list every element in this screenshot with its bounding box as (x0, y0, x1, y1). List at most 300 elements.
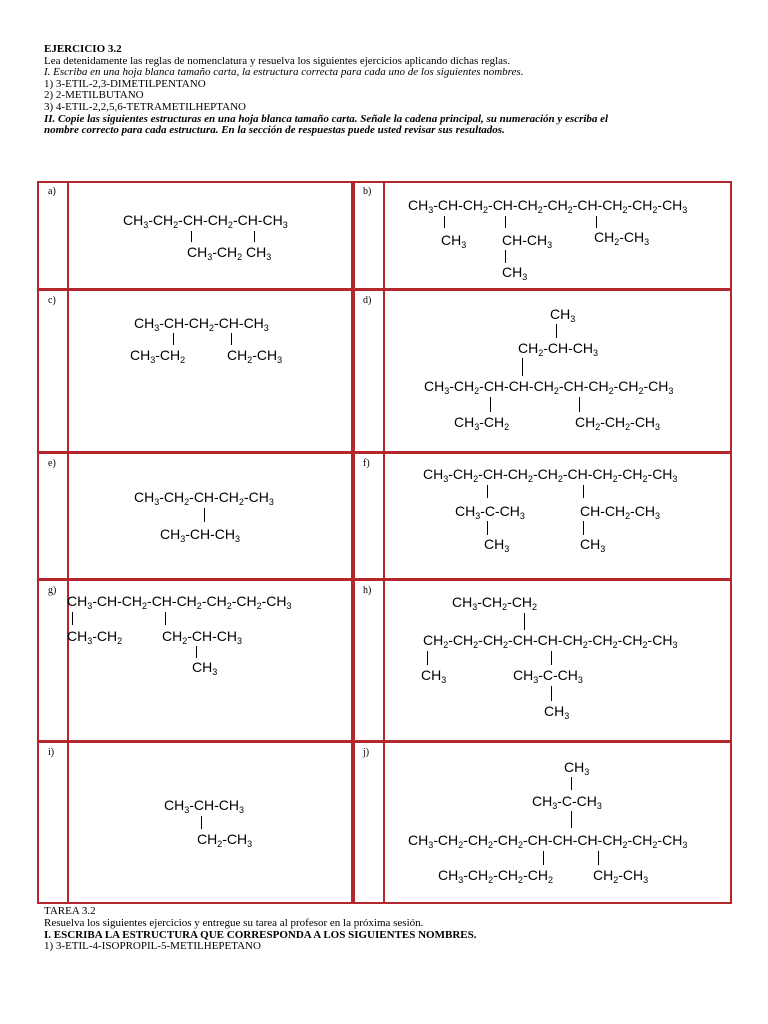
formula-subscript: 2 (567, 205, 573, 215)
bond-line (598, 851, 599, 865)
bond-line (571, 811, 572, 828)
bond-line (196, 646, 197, 658)
formula-text: -CH (222, 831, 248, 847)
formula-text: -CH (261, 593, 287, 609)
label-i: i) (48, 747, 55, 758)
formula-text: CH (242, 244, 267, 260)
formula-subscript: 2 (613, 875, 619, 885)
formula-text: -CH (231, 593, 257, 609)
formula-j-branch (438, 867, 553, 883)
formula-text: -CH-CH (433, 197, 484, 213)
bond-line (204, 508, 205, 522)
formula-text: -CH-CH (159, 315, 210, 331)
formula-f-branch (580, 503, 660, 519)
formula-subscript: 3 (87, 636, 93, 646)
formula-text: -C-CH (538, 667, 578, 683)
bond-line (444, 216, 445, 228)
formula-subscript: 2 (582, 640, 588, 650)
formula-subscript: 2 (226, 601, 232, 611)
formula-subscript: 3 (584, 767, 590, 777)
formula-subscript: 2 (458, 840, 464, 850)
formula-text: CH (518, 340, 539, 356)
formula-subscript: 2 (227, 220, 233, 230)
formula-text: CH (67, 628, 88, 644)
formula-text: -CH (252, 347, 278, 363)
formula-e-branch (160, 526, 240, 542)
formula-subscript: 3 (184, 805, 190, 815)
formula-text: CH (593, 867, 614, 883)
formula-h-top (452, 594, 537, 610)
bond-line (522, 358, 523, 376)
formula-text: CH (227, 347, 248, 363)
formula-subscript: 3 (504, 544, 510, 554)
formula-b-branch (594, 229, 649, 245)
label-a: a) (48, 186, 56, 197)
formula-text: -CH (619, 229, 645, 245)
formula-text: CH (164, 797, 185, 813)
formula-text: -CH-CH (187, 628, 238, 644)
formula-subscript: 2 (180, 355, 186, 365)
formula-text: -CH (657, 832, 683, 848)
formula-subscript: 2 (196, 601, 202, 611)
formula-text: CH (550, 306, 571, 322)
formula-text: -CH (617, 466, 643, 482)
bond-line (505, 216, 506, 228)
formula-subscript: 3 (547, 240, 553, 250)
formula-text: -CH (201, 593, 227, 609)
formula-text: -CH (159, 489, 185, 505)
formula-text: -CH (627, 832, 653, 848)
formula-subscript: 3 (672, 474, 678, 484)
formula-text: CH (594, 229, 615, 245)
formula-subscript: 2 (473, 474, 479, 484)
formula-text: CH (123, 212, 144, 228)
formula-subscript: 3 (593, 348, 599, 358)
formula-subscript: 2 (652, 205, 658, 215)
formula-subscript: 3 (533, 675, 539, 685)
formula-subscript: 3 (239, 805, 245, 815)
formula-text: -CH (617, 632, 643, 648)
formula-d-branch (575, 414, 660, 430)
formula-text: -CH (600, 414, 626, 430)
formula-subscript: 3 (564, 711, 570, 721)
formula-c-branch (130, 347, 185, 363)
grid-row-divider (37, 288, 732, 291)
bond-line (551, 651, 552, 665)
formula-f-branch (580, 536, 605, 552)
formula-text: -CH-CH (488, 197, 538, 213)
part2-instructions-line2: nombre correcto para cada estructura. En la sección de respuestas puede usted revisar sus resultados. (44, 124, 505, 137)
bond-line (487, 485, 488, 498)
grid-row-divider (37, 451, 732, 454)
formula-subscript: 3 (472, 602, 478, 612)
bond-line (427, 651, 428, 665)
bond-line (490, 397, 491, 412)
formula-subscript: 3 (282, 220, 288, 230)
formula-text: -CH (155, 347, 181, 363)
formula-text: -CH-CH (232, 212, 283, 228)
formula-subscript: 3 (154, 497, 160, 507)
formula-text: -CH-CH-CH-CH (522, 832, 623, 848)
formula-h-main (423, 632, 677, 648)
formula-b-branch (441, 232, 466, 248)
formula-text: CH (438, 867, 459, 883)
formula-b-branch (502, 232, 552, 248)
formula-e-main (134, 489, 274, 505)
bond-line (231, 333, 232, 345)
formula-b-branch (502, 264, 527, 280)
bond-line (191, 231, 192, 242)
formula-text: CH (454, 414, 475, 430)
formula-subscript: 3 (461, 240, 467, 250)
homework-part1: I. ESCRIBA LA ESTRUCTURA QUE CORRESPONDA A LOS SIGUIENTES NOMBRES. (44, 928, 477, 941)
formula-text: -C-CH (557, 793, 597, 809)
formula-text: CH (408, 832, 429, 848)
formula-subscript: 3 (552, 801, 558, 811)
formula-text: -CH (657, 197, 683, 213)
formula-text: -CH (243, 489, 269, 505)
formula-subscript: 2 (247, 355, 253, 365)
formula-text: CH (544, 703, 565, 719)
formula-subscript: 2 (612, 474, 618, 484)
formula-subscript: 2 (142, 601, 148, 611)
formula-text: -CH-CH (572, 197, 623, 213)
formula-text: -CH (478, 632, 504, 648)
formula-text: -CH (479, 414, 505, 430)
formula-h-branch (513, 667, 583, 683)
formula-text: -CH (587, 632, 613, 648)
formula-subscript: 3 (522, 272, 528, 282)
formula-text: CH (532, 793, 553, 809)
formula-subscript: 3 (266, 252, 272, 262)
formula-j-top (564, 759, 589, 775)
formula-subscript: 2 (642, 474, 648, 484)
bond-line (72, 612, 73, 625)
formula-text: -CH-CH (185, 526, 236, 542)
formula-d-upper (518, 340, 598, 356)
formula-subscript: 2 (547, 875, 553, 885)
formula-i-main (164, 797, 244, 813)
formula-subscript: 3 (428, 205, 434, 215)
label-g: g) (48, 585, 57, 596)
formula-text: -CH-CH (543, 340, 594, 356)
formula-g-main (67, 593, 292, 609)
bond-line (551, 686, 552, 701)
formula-j-branch (593, 867, 648, 883)
formula-subscript: 3 (444, 386, 450, 396)
bond-line (254, 231, 255, 242)
formula-subscript: 3 (180, 534, 186, 544)
formula-text: -CH-CH (92, 593, 143, 609)
label-d: d) (363, 295, 372, 306)
formula-text: -CH (449, 378, 475, 394)
formula-text: -CH (647, 632, 673, 648)
formula-text: CH (441, 232, 462, 248)
formula-subscript: 2 (622, 840, 628, 850)
formula-subscript: 3 (682, 840, 688, 850)
formula-text: CH (513, 667, 534, 683)
formula-subscript: 3 (268, 497, 274, 507)
formula-subscript: 3 (212, 667, 218, 677)
formula-subscript: 2 (625, 422, 631, 432)
label-h: h) (363, 585, 372, 596)
formula-g-branch (192, 659, 217, 675)
formula-text: -CH-CH (189, 489, 239, 505)
formula-subscript: 2 (532, 602, 538, 612)
formula-text: CH (192, 659, 213, 675)
label-b: b) (363, 186, 372, 197)
formula-g-branch (162, 628, 242, 644)
formula-text: -CH (477, 594, 503, 610)
formula-text: -CH (448, 632, 474, 648)
formula-subscript: 3 (655, 422, 661, 432)
formula-subscript: 3 (286, 601, 292, 611)
formula-text: CH (423, 466, 444, 482)
formula-h-branch (544, 703, 569, 719)
formula-text: CH (575, 414, 596, 430)
formula-a-main (123, 212, 288, 228)
formula-subscript: 2 (209, 323, 215, 333)
formula-text: -CH (433, 832, 459, 848)
formula-text: -CH (463, 867, 489, 883)
formula-a-branch (187, 244, 271, 260)
formula-text: -CH (613, 378, 639, 394)
formula-subscript: 3 (596, 801, 602, 811)
exercise-title: EJERCICIO 3.2 (44, 43, 122, 55)
formula-subscript: 3 (207, 252, 213, 262)
formula-text: CH (197, 831, 218, 847)
formula-f-branch (455, 503, 525, 519)
formula-subscript: 3 (237, 636, 243, 646)
formula-subscript: 3 (672, 640, 678, 650)
formula-subscript: 2 (173, 220, 179, 230)
formula-subscript: 3 (577, 675, 583, 685)
formula-subscript: 3 (263, 323, 269, 333)
name-item-2: 2) 2-METILBUTANO (44, 89, 144, 102)
formula-c-main (134, 315, 269, 331)
formula-text: -CH (647, 466, 673, 482)
formula-subscript: 2 (642, 640, 648, 650)
formula-text: CH (564, 759, 585, 775)
formula-text: -CH (542, 197, 568, 213)
formula-text: CH (187, 244, 208, 260)
formula-subscript: 2 (488, 875, 494, 885)
label-f: f) (363, 458, 370, 469)
formula-text: CH (484, 536, 505, 552)
formula-subscript: 3 (143, 220, 149, 230)
formula-subscript: 2 (557, 474, 563, 484)
formula-text: -CH (92, 628, 118, 644)
bond-line (579, 397, 580, 412)
formula-f-main (423, 466, 677, 482)
formula-j-main (408, 832, 687, 848)
formula-text: CH (67, 593, 88, 609)
homework-item-1: 1) 3-ETIL-4-ISOPROPIL-5-METILHEPETANO (44, 940, 261, 953)
formula-subscript: 3 (682, 205, 688, 215)
formula-text: -CH (532, 466, 558, 482)
formula-subscript: 2 (238, 497, 244, 507)
formula-text: -CH (618, 867, 644, 883)
formula-text: CH (423, 632, 444, 648)
bond-line (505, 250, 506, 263)
formula-subscript: 3 (570, 314, 576, 324)
formula-subscript: 3 (519, 511, 525, 521)
formula-text: -CH-CH (178, 212, 228, 228)
formula-subscript: 2 (652, 840, 658, 850)
formula-text: CH (421, 667, 442, 683)
formula-subscript: 3 (475, 511, 481, 521)
formula-text: -CH (493, 867, 519, 883)
formula-text: CH (130, 347, 151, 363)
formula-text: -CH (643, 378, 669, 394)
formula-text: CH (580, 536, 601, 552)
formula-subscript: 2 (538, 348, 544, 358)
formula-subscript: 3 (655, 511, 661, 521)
formula-subscript: 2 (518, 875, 524, 885)
formula-text: CH (408, 197, 429, 213)
formula-text: CH (455, 503, 476, 519)
bond-line (583, 485, 584, 498)
formula-d-main (424, 378, 673, 394)
formula-text: -CH (212, 244, 238, 260)
formula-text: CH (162, 628, 183, 644)
bond-line (165, 612, 166, 625)
formula-b-main (408, 197, 687, 213)
formula-text: CH (160, 526, 181, 542)
formula-subscript: 2 (473, 640, 479, 650)
formula-text: CH-CH (502, 232, 548, 248)
exercise-header (44, 44, 744, 137)
formula-subscript: 2 (625, 511, 631, 521)
formula-c-branch (227, 347, 282, 363)
formula-text: CH-CH (580, 503, 626, 519)
formula-text: CH (452, 594, 473, 610)
formula-text: -CH-CH (189, 797, 240, 813)
homework-title: TAREA 3.2 (44, 905, 96, 917)
formula-subscript: 2 (638, 386, 644, 396)
formula-text: -CH-CH (214, 315, 264, 331)
formula-d-branch (454, 414, 509, 430)
formula-text: -CH (148, 212, 174, 228)
formula-text: CH (424, 378, 445, 394)
grid-row-divider (37, 740, 732, 743)
formula-subscript: 3 (235, 534, 241, 544)
formula-text: -CH (493, 832, 518, 848)
formula-f-branch (484, 536, 509, 552)
bond-line (596, 216, 597, 228)
formula-subscript: 3 (643, 875, 649, 885)
formula-subscript: 2 (614, 237, 620, 247)
formula-subscript: 2 (256, 601, 262, 611)
formula-subscript: 3 (441, 675, 447, 685)
exercise-intro: Lea detenidamente las reglas de nomenclatura y resuelva los siguientes ejercicios aplicando dichas reglas. (44, 54, 511, 67)
name-item-1: 1) 3-ETIL-2,3-DIMETILPENTANO (44, 77, 206, 90)
formula-text: -CH (627, 197, 653, 213)
formula-text: -CH-CH (478, 466, 528, 482)
formula-subscript: 2 (553, 386, 559, 396)
label-e: e) (48, 458, 56, 469)
formula-subscript: 3 (87, 601, 93, 611)
formula-text: -CH-CH (558, 378, 609, 394)
bond-line (487, 521, 488, 535)
formula-j-upper (532, 793, 602, 809)
formula-i-branch (197, 831, 252, 847)
formula-text: -CH-CH (147, 593, 197, 609)
formula-subscript: 3 (458, 875, 464, 885)
formula-subscript: 2 (595, 422, 601, 432)
formula-text: -CH-CH-CH (508, 632, 583, 648)
formula-subscript: 2 (503, 640, 509, 650)
formula-subscript: 2 (182, 636, 188, 646)
formula-h-branch (421, 667, 446, 683)
formula-subscript: 2 (217, 839, 223, 849)
formula-text: -CH (507, 594, 533, 610)
bond-line (543, 851, 544, 865)
homework-intro: Resuelva los siguientes ejercicios y entregue su tarea al profesor en la próxima sesión. (44, 916, 424, 929)
formula-text: CH (502, 264, 523, 280)
formula-subscript: 2 (517, 840, 523, 850)
formula-subscript: 2 (612, 640, 618, 650)
formula-subscript: 2 (502, 602, 508, 612)
part1-instructions: I. Escriba en una hoja blanca tamaño carta, la estructura correcta para cada uno de los siguientes nombres. (44, 66, 524, 79)
bond-line (524, 613, 525, 630)
formula-subscript: 3 (600, 544, 606, 554)
formula-subscript: 2 (608, 386, 614, 396)
formula-subscript: 3 (277, 355, 283, 365)
formula-subscript: 3 (154, 323, 160, 333)
formula-subscript: 3 (474, 422, 480, 432)
formula-d-top (550, 306, 575, 322)
formula-subscript: 2 (504, 422, 510, 432)
formula-subscript: 2 (237, 252, 243, 262)
formula-text: -CH (630, 414, 656, 430)
formula-text: -CH-CH-CH (479, 378, 554, 394)
grid-row-divider (37, 578, 732, 581)
formula-subscript: 3 (443, 474, 449, 484)
formula-text: -C-CH (480, 503, 520, 519)
formula-text: -CH (463, 832, 489, 848)
formula-subscript: 2 (527, 474, 533, 484)
formula-g-branch (67, 628, 122, 644)
label-j: j) (363, 747, 370, 758)
bond-line (201, 816, 202, 829)
formula-subscript: 3 (150, 355, 156, 365)
formula-text: CH (134, 489, 155, 505)
bond-line (556, 324, 557, 338)
formula-subscript: 2 (537, 205, 543, 215)
name-item-3: 3) 4-ETIL-2,2,5,6-TETRAMETILHEPTANO (44, 100, 246, 113)
formula-text: -CH (630, 503, 656, 519)
label-c: c) (48, 295, 56, 306)
formula-text: -CH-CH (562, 466, 613, 482)
formula-text: -CH (523, 867, 548, 883)
formula-text: -CH (448, 466, 474, 482)
bond-line (571, 777, 572, 790)
formula-subscript: 2 (622, 205, 628, 215)
formula-subscript: 2 (443, 640, 449, 650)
formula-subscript: 3 (247, 839, 253, 849)
formula-subscript: 3 (668, 386, 674, 396)
formula-subscript: 2 (117, 636, 123, 646)
formula-text: CH (134, 315, 155, 331)
formula-subscript: 3 (428, 840, 434, 850)
formula-subscript: 2 (483, 205, 489, 215)
formula-subscript: 3 (644, 237, 650, 247)
part2-instructions-line1: II. Copie las siguientes estructuras en una hoja blanca tamaño carta. Señale la cadena principal, su numeración y escriba el (44, 112, 609, 125)
bond-line (173, 333, 174, 345)
formula-subscript: 2 (488, 840, 494, 850)
formula-subscript: 2 (184, 497, 190, 507)
